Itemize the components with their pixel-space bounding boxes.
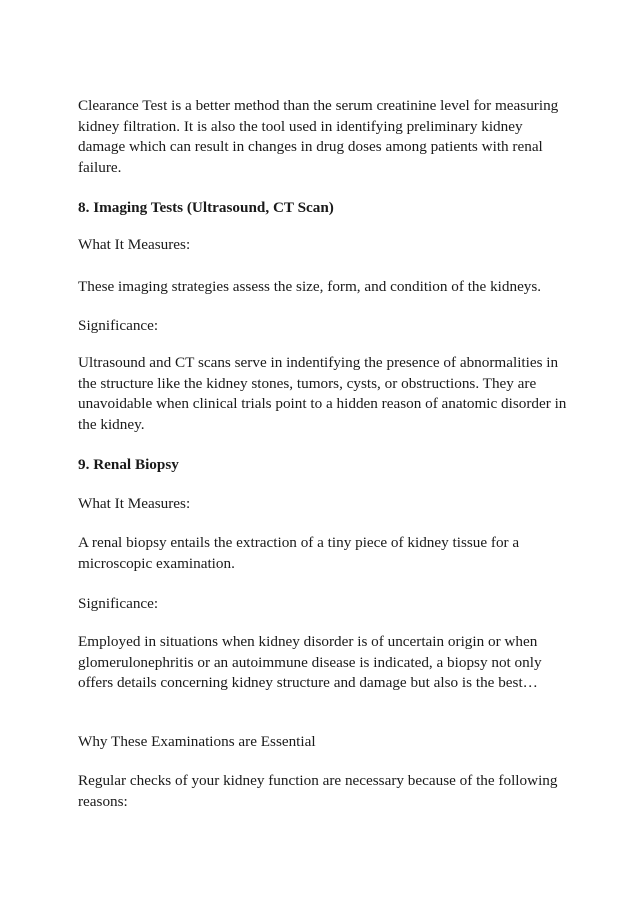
paragraph-line: A renal biopsy entails the extraction of a tiny piece of kidney tissue for a	[78, 534, 520, 551]
imaging-what-text: These imaging strategies assess the size, form, and condition of the kidneys.	[78, 278, 542, 295]
imaging-significance-label: Significance:	[78, 317, 159, 334]
why-essential-paragraph	[78, 771, 570, 812]
paragraph-line: Regular checks of your kidney function are necessary because of the following	[78, 772, 558, 789]
paragraph-line: offers details concerning kidney structure and damage but also is the best…	[78, 674, 538, 692]
biopsy-what-paragraph	[78, 533, 570, 574]
paragraph-line: microscopic examination.	[78, 554, 235, 572]
imaging-what-label: What It Measures:	[78, 236, 191, 253]
paragraph-line: unavoidable when clinical trials point to a hidden reason of anatomic disorder in	[78, 395, 567, 413]
renal-biopsy-heading: 9. Renal Biopsy	[78, 456, 179, 473]
biopsy-significance-label: Significance:	[78, 595, 159, 612]
biopsy-significance-paragraph	[78, 632, 570, 694]
imaging-significance-paragraph	[78, 353, 570, 435]
paragraph-line: Ultrasound and CT scans serve in indentifying the presence of abnormalities in	[78, 354, 559, 371]
paragraph-line: the structure like the kidney stones, tumors, cysts, or obstructions. They are	[78, 374, 537, 392]
why-essential-heading: Why These Examinations are Essential	[78, 733, 316, 750]
paragraph-line: glomerulonephritis or an autoimmune disease is indicated, a biopsy not only	[78, 653, 542, 671]
imaging-tests-heading: 8. Imaging Tests (Ultrasound, CT Scan)	[78, 199, 334, 216]
paragraph-line: Clearance Test is a better method than the serum creatinine level for measuring	[78, 97, 559, 114]
paragraph-line: the kidney.	[78, 415, 145, 433]
paragraph-line: Employed in situations when kidney disorder is of uncertain origin or when	[78, 633, 538, 650]
biopsy-what-label: What It Measures:	[78, 495, 191, 512]
paragraph-line: damage which can result in changes in drug doses among patients with renal	[78, 138, 543, 156]
clearance-intro-paragraph	[78, 96, 570, 178]
paragraph-line: kidney filtration. It is also the tool used in identifying preliminary kidney	[78, 117, 523, 135]
paragraph-line: failure.	[78, 158, 122, 176]
paragraph-line: reasons:	[78, 792, 128, 810]
